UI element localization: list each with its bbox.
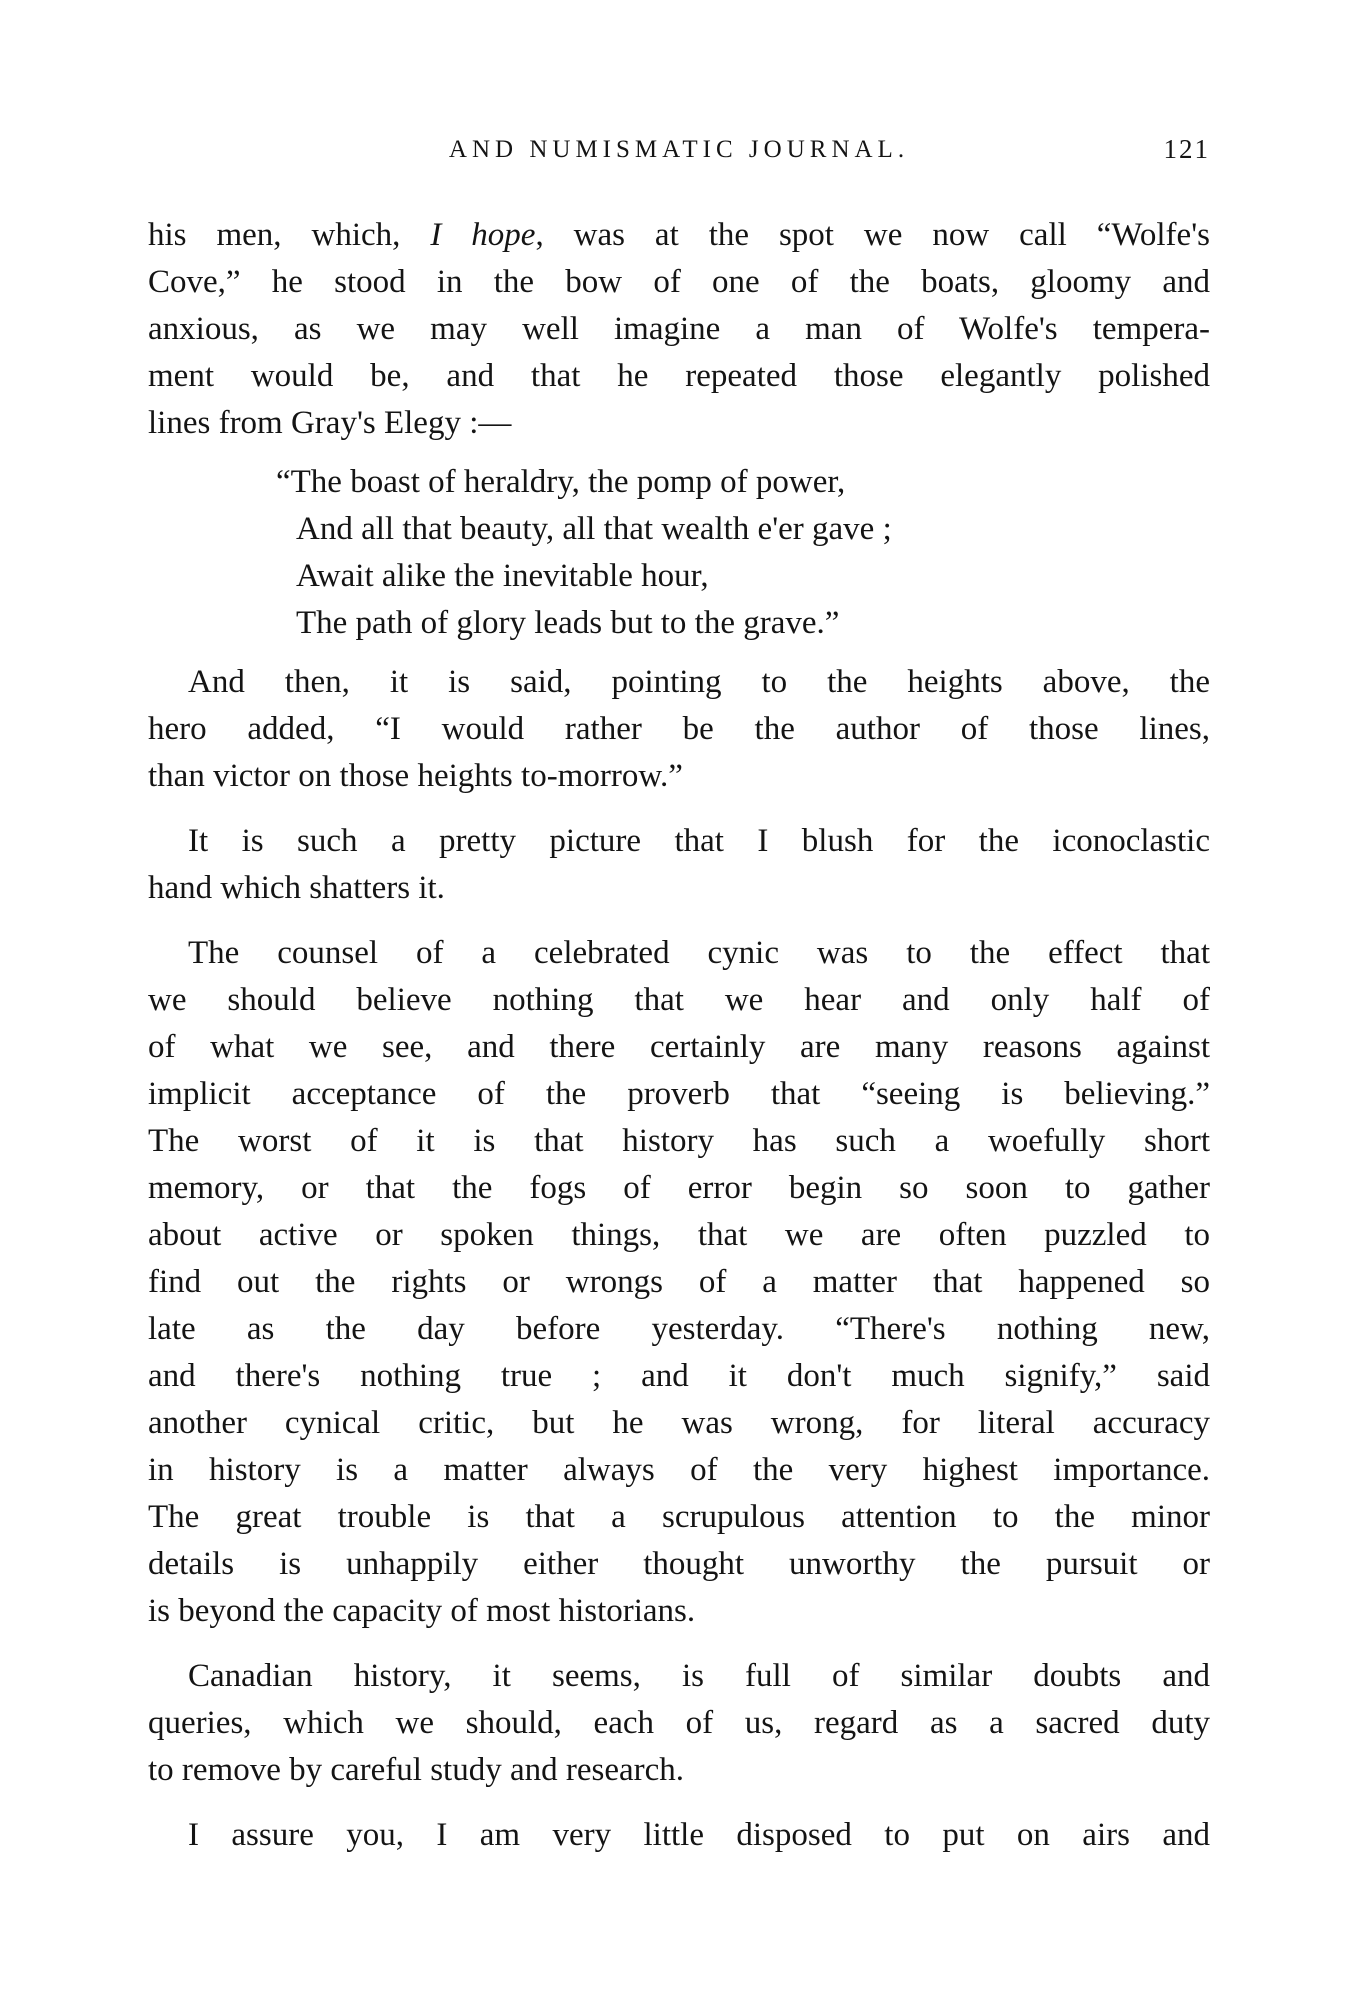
verse-line: The path of glory leads but to the grave.”: [296, 605, 840, 641]
text-line: queries, which we should, each of us, regard as a sacred duty: [148, 1705, 1210, 1741]
text-line: and there's nothing true ; and it don't much signify,” said: [148, 1358, 1210, 1394]
text-line: And then, it is said, pointing to the heights above, the: [188, 664, 1210, 700]
body-text: [148, 212, 1210, 1859]
text-line: lines from Gray's Elegy :—: [148, 405, 512, 441]
text-line: find out the rights or wrongs of a matter that happened so: [148, 1264, 1210, 1300]
paragraph: [148, 818, 1210, 912]
text-line: ment would be, and that he repeated those elegantly polished: [148, 358, 1210, 394]
paragraph-continuation: [148, 212, 1210, 447]
text-line: is beyond the capacity of most historians.: [148, 1593, 696, 1629]
text-line: I assure you, I am very little disposed to put on airs and: [188, 1817, 1210, 1853]
text-line: Cove,” he stood in the bow of one of the boats, gloomy and: [148, 264, 1210, 300]
text-line: of what we see, and there certainly are many reasons against: [148, 1029, 1210, 1065]
text-line: memory, or that the fogs of error begin so soon to gather: [148, 1170, 1210, 1206]
text-line: details is unhappily either thought unworthy the pursuit or: [148, 1546, 1210, 1582]
text-line: about active or spoken things, that we are often puzzled to: [148, 1217, 1210, 1253]
text-line: The counsel of a celebrated cynic was to the effect that: [188, 935, 1210, 971]
text-line: late as the day before yesterday. “There's nothing new,: [148, 1311, 1210, 1347]
text-line: to remove by careful study and research.: [148, 1752, 685, 1788]
text-line: anxious, as we may well imagine a man of Wolfe's tempera-: [148, 311, 1210, 347]
verse-line: And all that beauty, all that wealth e'er gave ;: [296, 511, 892, 547]
running-head: [148, 136, 1210, 176]
paragraph: [148, 1653, 1210, 1794]
text-line: It is such a pretty picture that I blush for the iconoclastic: [188, 823, 1210, 859]
text-line: The worst of it is that history has such a woefully short: [148, 1123, 1210, 1159]
text-line: in history is a matter always of the very highest importance.: [148, 1452, 1210, 1488]
paragraph: [148, 930, 1210, 1635]
text-line: another cynical critic, but he was wrong, for literal accuracy: [148, 1405, 1210, 1441]
paragraph: [148, 1812, 1210, 1859]
emphasis: I hope: [430, 217, 536, 253]
text-line: hero added, “I would rather be the author of those lines,: [148, 711, 1210, 747]
paragraph: [148, 659, 1210, 800]
text-line: The great trouble is that a scrupulous attention to the minor: [148, 1499, 1210, 1535]
verse-line: “The boast of heraldry, the pomp of power,: [276, 464, 846, 500]
text-line: Canadian history, it seems, is full of similar doubts and: [188, 1658, 1210, 1694]
running-title: AND NUMISMATIC JOURNAL.: [448, 136, 910, 163]
text-line: we should believe nothing that we hear and only half of: [148, 982, 1210, 1018]
text-line: his men, which, I hope, was at the spot we now call “Wolfe's: [148, 217, 1210, 253]
text-line: hand which shatters it.: [148, 870, 445, 906]
page-number: 121: [1163, 134, 1210, 164]
text-line: than victor on those heights to-morrow.”: [148, 758, 683, 794]
verse-quotation: [276, 459, 1116, 647]
text-line: implicit acceptance of the proverb that “seeing is believing.”: [148, 1076, 1210, 1112]
verse-line: Await alike the inevitable hour,: [296, 558, 709, 594]
